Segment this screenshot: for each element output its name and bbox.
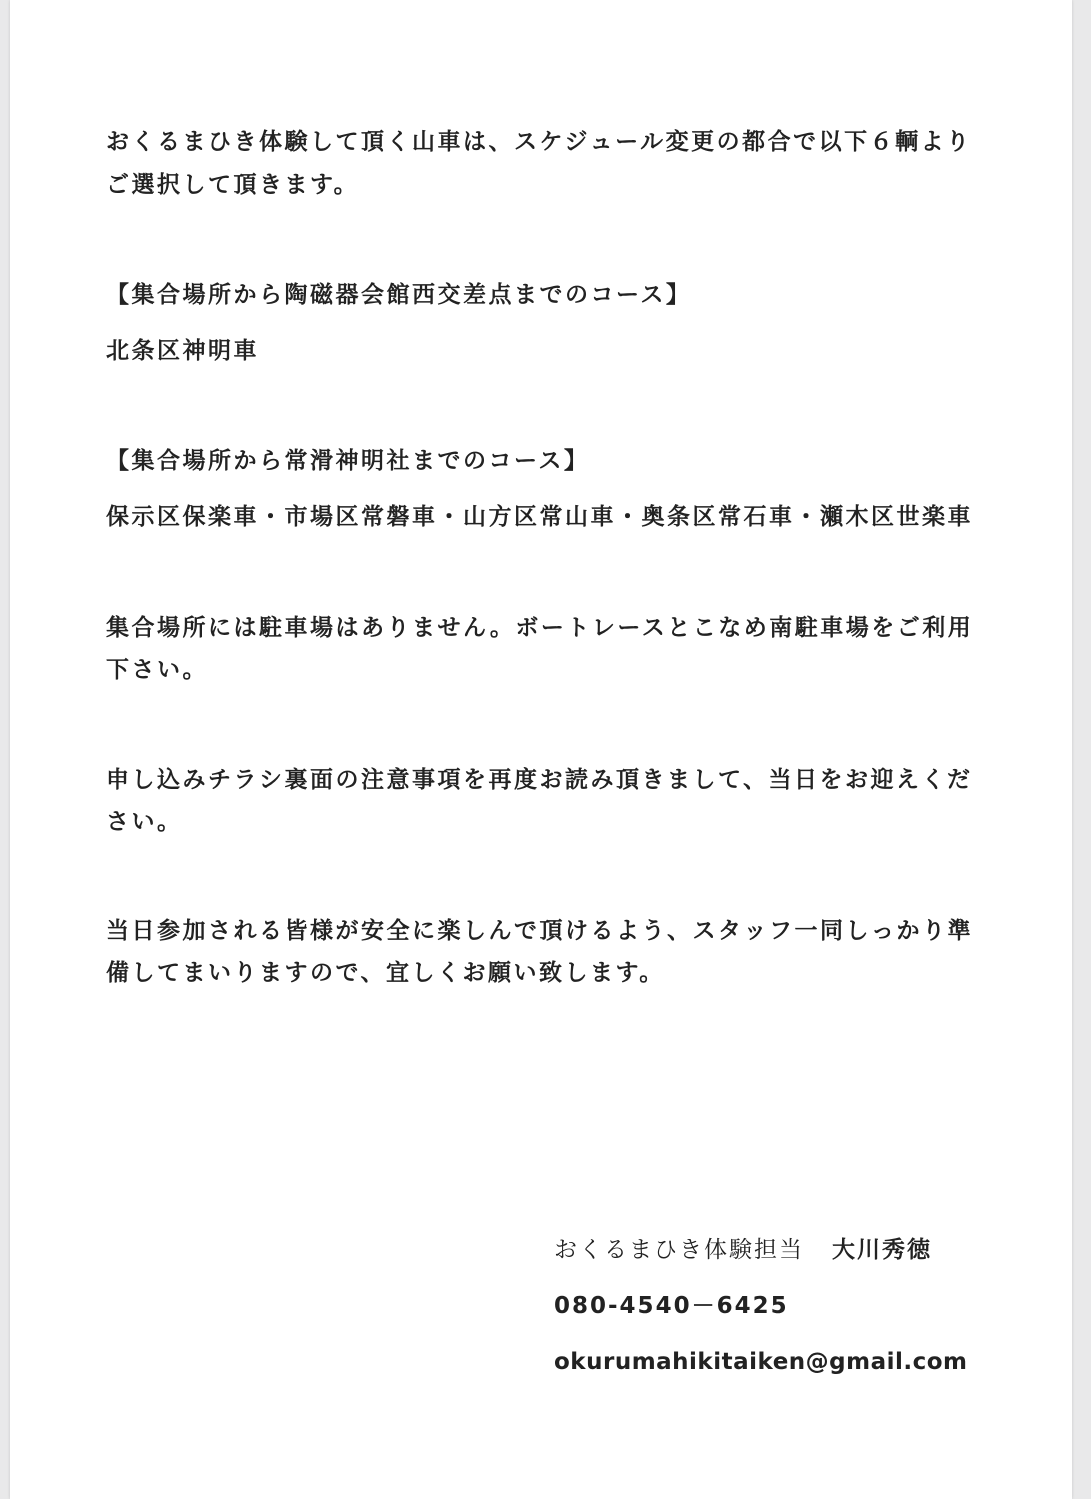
signature-name: 大川秀徳 xyxy=(832,1237,932,1263)
course-1-cars: 北条区神明車 xyxy=(106,338,259,364)
course-2-heading: 【集合場所から常滑神明社までのコース】 xyxy=(106,448,590,474)
notice-line-1: 申し込みチラシ裏面の注意事項を再度お読み頂きまして、当日をお迎えくだ xyxy=(106,767,973,793)
signature-role: おくるまひき体験担当 xyxy=(554,1237,804,1263)
closing-line-2: 備してまいりますので、宜しくお願い致します。 xyxy=(106,960,665,986)
course-1-heading: 【集合場所から陶磁器会館西交差点までのコース】 xyxy=(106,282,692,308)
parking-line-1: 集合場所には駐車場はありません。ボートレースとこなめ南駐車場をご利用 xyxy=(106,615,974,641)
course-2-cars: 保示区保楽車・市場区常磐車・山方区常山車・奥条区常石車・瀬木区世楽車 xyxy=(106,504,973,530)
parking-line-2: 下さい。 xyxy=(106,657,208,683)
notice-line-2: さい。 xyxy=(106,809,183,835)
signature-phone: 080-4540－6425 xyxy=(554,1293,789,1319)
closing-line-1: 当日参加される皆様が安全に楽しんで頂けるよう、スタッフ一同しっかり準 xyxy=(106,918,973,944)
document-page xyxy=(10,0,1072,1499)
intro-line-2: ご選択して頂きます。 xyxy=(106,172,360,198)
intro-line-1: おくるまひき体験して頂く山車は、スケジュール変更の都合で以下６輌より xyxy=(106,129,972,155)
signature-email: okurumahikitaiken@gmail.com xyxy=(554,1349,968,1375)
